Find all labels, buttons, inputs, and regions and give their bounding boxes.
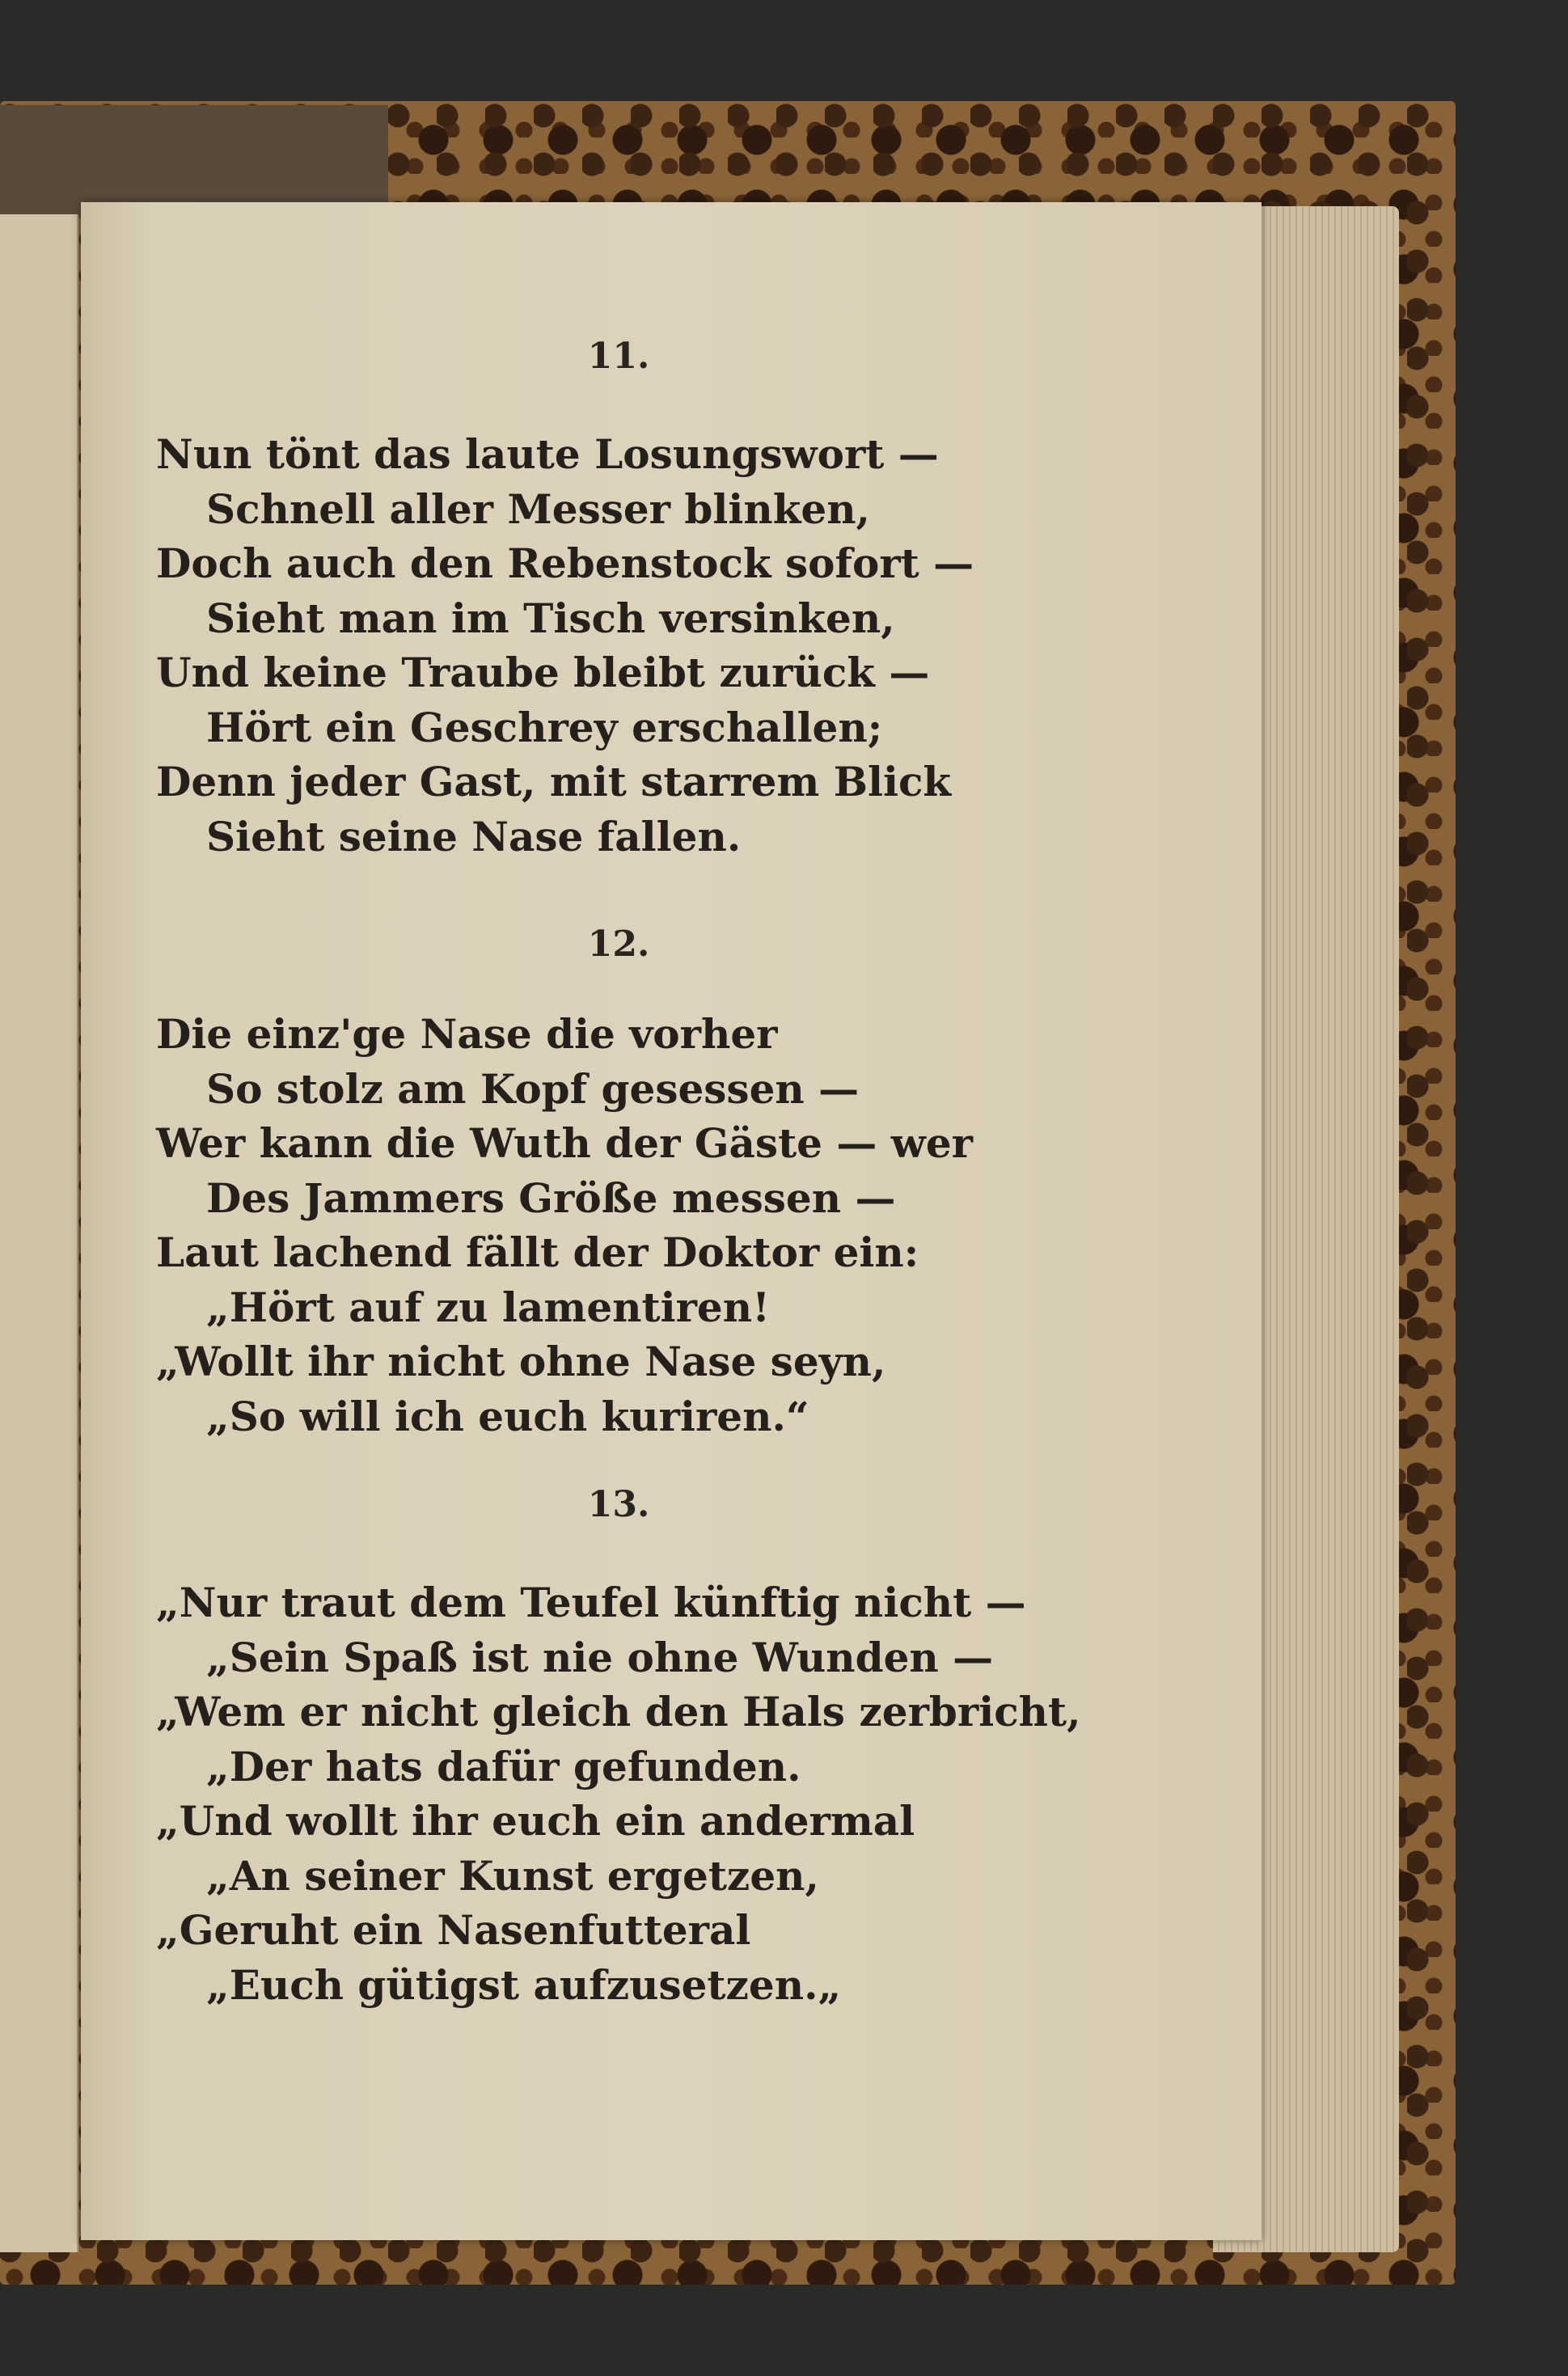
verse-line: Sieht seine Nase fallen.: [206, 812, 742, 860]
stanza-number: 13.: [587, 1484, 650, 1525]
stanza-13: [156, 1575, 1081, 2012]
verse-line: Nun tönt das laute Losungswort —: [156, 430, 939, 478]
verse-line: „Sein Spaß ist nie ohne Wunden —: [206, 1633, 994, 1681]
verse-line: Hört ein Geschrey erschallen;: [206, 703, 883, 751]
verse-line: Schnell aller Messer blinken,: [206, 484, 870, 533]
stanza-number: 11.: [587, 336, 650, 377]
book-spine: [0, 105, 388, 218]
left-page-edge: [0, 214, 78, 2252]
verse-line: „Nur traut dem Teufel künftig nicht —: [156, 1579, 1026, 1626]
verse-line: „An seiner Kunst ergetzen,: [206, 1851, 819, 1900]
verse-line: So stolz am Kopf gesessen —: [206, 1064, 860, 1113]
stanza-number: 12.: [587, 924, 650, 965]
verse-line: „Euch gütigst aufzusetzen.„: [206, 1960, 842, 2009]
verse-line: „Geruht ein Nasenfutteral: [156, 1906, 751, 1954]
verse-line: Des Jammers Größe messen —: [206, 1173, 896, 1222]
verse-line: „Der hats dafür gefunden.: [206, 1742, 801, 1790]
verse-line: „Und wollt ihr euch ein andermal: [156, 1797, 915, 1845]
verse-line: Laut lachend fällt der Doktor ein:: [156, 1228, 919, 1276]
verse-line: Und keine Traube bleibt zurück —: [156, 649, 930, 696]
verse-line: Sieht man im Tisch versinken,: [206, 594, 895, 642]
verse-line: Denn jeder Gast, mit starrem Blick: [156, 758, 952, 805]
verse-line: Doch auch den Rebenstock sofort —: [156, 539, 974, 587]
stanza-11: [156, 427, 974, 864]
verse-line: Wer kann die Wuth der Gäste — wer: [156, 1119, 973, 1167]
stanza-12: [156, 1007, 973, 1444]
verse-line: „So will ich euch kuriren.“: [206, 1392, 809, 1440]
verse-line: „Hört auf zu lamentiren!: [206, 1283, 771, 1331]
verse-line: „Wollt ihr nicht ohne Nase seyn,: [156, 1338, 886, 1385]
verse-line: Die einz'ge Nase die vorher: [156, 1010, 778, 1058]
verse-line: „Wem er nicht gleich den Hals zerbricht,: [156, 1688, 1081, 1735]
